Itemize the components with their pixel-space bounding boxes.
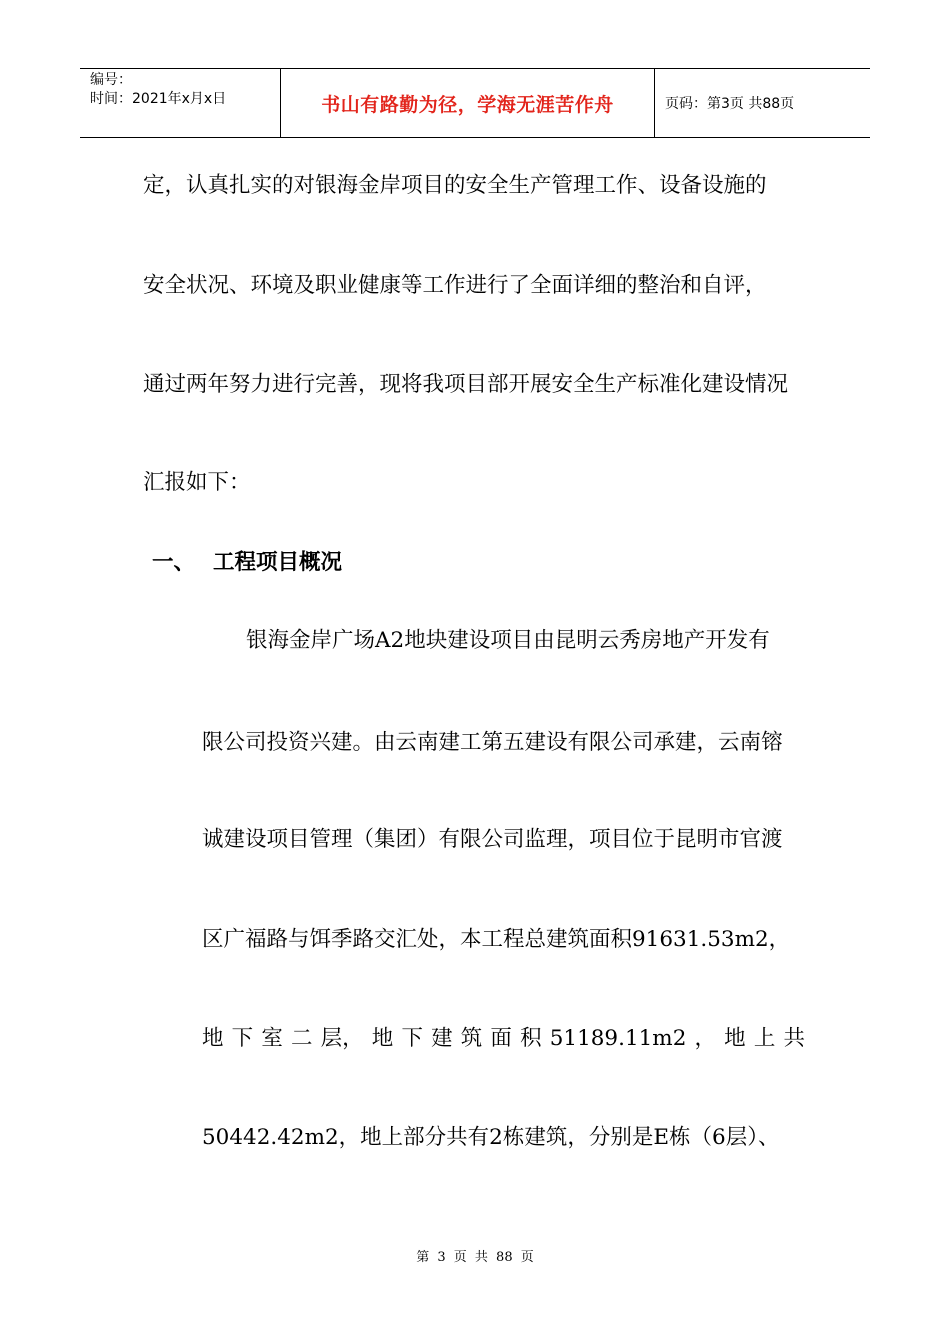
body-line-2: 限公司投资兴建。由云南建工第五建设有限公司承建，云南镕 xyxy=(202,730,783,755)
intro-line-2: 安全状况、环境及职业健康等工作进行了全面详细的整治和自评， xyxy=(143,273,767,298)
body-token: ， xyxy=(694,1026,717,1051)
body-token: 地 xyxy=(202,1026,224,1051)
document-number-label: 编号： xyxy=(90,72,132,88)
section-number: 一、 xyxy=(152,550,196,575)
intro-line-3: 通过两年努力进行完善，现将我项目部开展安全生产标准化建设情况 xyxy=(143,372,789,397)
body-token: 室 xyxy=(261,1026,283,1051)
body-token: 面 xyxy=(490,1026,512,1051)
body-line-3: 诚建设项目管理（集团）有限公司监理，项目位于昆明市官渡 xyxy=(202,827,783,852)
body-token: 层， xyxy=(320,1026,364,1051)
body-token: 下 xyxy=(231,1026,254,1051)
body-token: 二 xyxy=(290,1026,313,1051)
body-token: 积 xyxy=(520,1026,542,1051)
header-page-cell xyxy=(655,69,870,137)
section-title: 工程项目概况 xyxy=(213,550,343,575)
body-line-4: 区广福路与饵季路交汇处，本工程总建筑面积91631.53m2， xyxy=(202,927,791,952)
body-line-6: 50442.42m2，地上部分共有2栋建筑，分别是E栋（6层）、 xyxy=(202,1125,780,1150)
intro-line-1: 定，认真扎实的对银海金岸项目的安全生产管理工作、设备设施的 xyxy=(143,173,767,198)
section-heading xyxy=(152,549,342,577)
page-footer: 第 3 页 共 88 页 xyxy=(416,1250,534,1265)
body-token: 51189.11m2 xyxy=(549,1026,687,1051)
document-header xyxy=(80,68,870,138)
document-date-label: 时间：2021年x月x日 xyxy=(90,91,227,107)
header-meta-cell xyxy=(80,69,281,137)
body-token: 地 xyxy=(724,1026,746,1051)
body-token: 地 xyxy=(371,1026,394,1051)
body-token: 筑 xyxy=(460,1026,483,1051)
header-motto: 书山有路勤为径，学海无涯苦作舟 xyxy=(321,93,614,116)
body-token: 上 xyxy=(753,1026,776,1051)
header-page-code: 页码：第3页 共88页 xyxy=(665,96,795,112)
body-token: 建 xyxy=(431,1026,453,1051)
body-line-5 xyxy=(202,1025,805,1053)
body-line-1: 银海金岸广场A2地块建设项目由昆明云秀房地产开发有 xyxy=(246,628,770,653)
header-motto-cell xyxy=(281,69,655,137)
intro-line-4: 汇报如下： xyxy=(143,470,251,495)
body-token: 共 xyxy=(783,1026,805,1051)
body-token: 下 xyxy=(401,1026,423,1051)
